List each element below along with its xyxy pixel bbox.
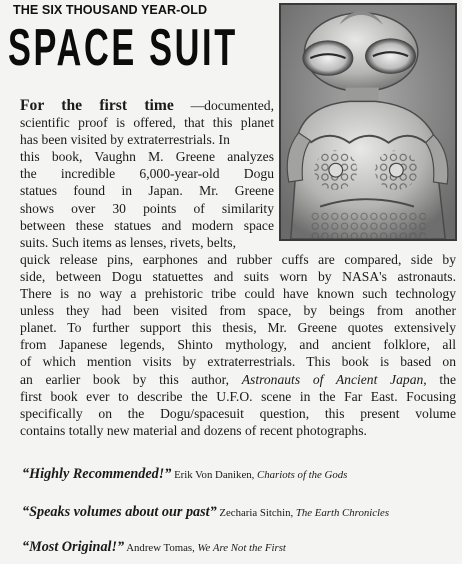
body-line: suits. Such items as lenses, rivets, belts,	[20, 234, 236, 250]
endorsement-sitchin: “Speaks volumes about our past” Zecharia Sitchin, The Earth Chronicles	[22, 504, 390, 520]
body-line: For the first time —documented,	[20, 97, 275, 114]
body-line: the incredible 6,000-year-old Dogu	[20, 166, 274, 182]
body-line: this book, Vaughn M. Greene analyzes	[20, 149, 274, 165]
endorsement-tomas: “Most Original!” Andrew Tomas, We Are Not the First	[22, 539, 286, 555]
body-line: planet. To further support this thesis, Mr. Greene quotes extensively	[20, 320, 456, 336]
body-line: quick release pins, earphones and rubber cuffs are compared, side by	[20, 251, 456, 267]
body-line: statues found in Japan. Mr. Greene	[20, 183, 274, 199]
body-line: of which mention visits by extraterrestrials. This book is based on	[20, 354, 456, 370]
lead-in: For the first time	[20, 97, 174, 114]
description-text	[20, 97, 456, 439]
body-line: an earlier book by this author, Astronauts of Ancient Japan, the	[20, 371, 456, 387]
body-line: contains totally new material and dozens of recent photographs.	[20, 422, 367, 438]
book-title: SPACE SUIT	[8, 19, 238, 77]
body-line: There is no way a prehistoric tribe could have known such technology	[20, 286, 456, 302]
body-line: specifically on the Dogu/spacesuit question, this present volume	[20, 405, 456, 421]
body-line: first book ever to describe the U.F.O. scene in the Far East. Focusing	[20, 388, 456, 404]
body-line: unless they had been visited from space, by beings from another	[20, 303, 456, 319]
body-line: from Japanese legends, Shinto mythology, and ancient folklore, all	[20, 337, 456, 353]
earlier-book-title: Astronauts of Ancient Japan	[241, 371, 424, 387]
body-line: scientific proof is offered, that this planet	[20, 115, 274, 131]
body-line: shows over 30 points of similarity	[20, 200, 274, 216]
kicker-heading: THE SIX THOUSAND YEAR-OLD	[13, 3, 208, 17]
endorsement-von-daniken: “Highly Recommended!” Erik Von Daniken, Chariots of the Gods	[22, 466, 348, 482]
body-line: side, between Dogu statuettes and suits worn by NASA's astronauts.	[20, 268, 456, 284]
body-line: has been visited by extraterrestrials. In	[20, 132, 230, 148]
body-line: between these statues and modern space	[20, 217, 274, 233]
